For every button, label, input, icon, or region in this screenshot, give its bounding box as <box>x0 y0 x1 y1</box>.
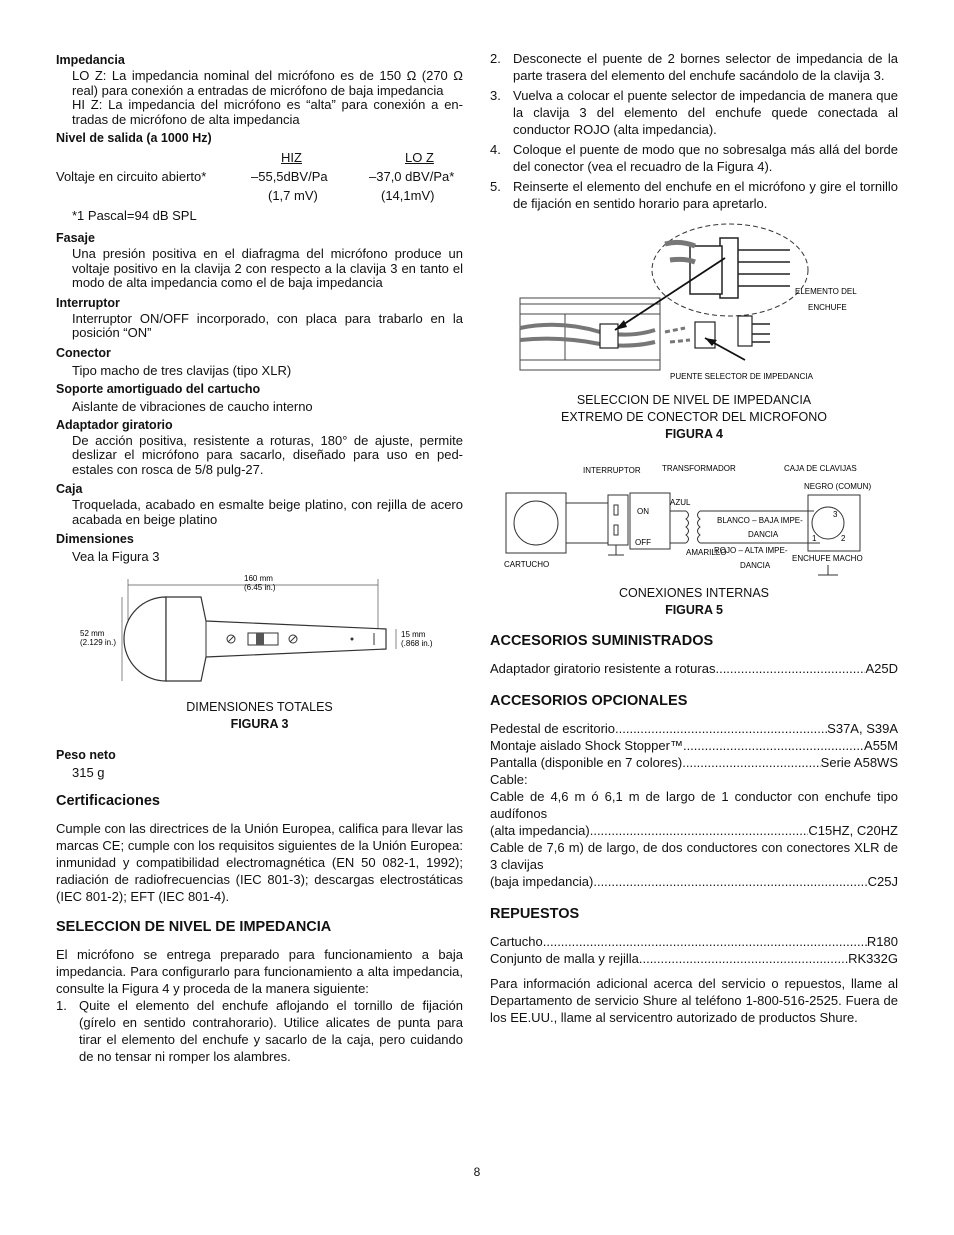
fasaje-heading: Fasaje <box>56 231 95 245</box>
cable1-text: Cable de 4,6 m ó 6,1 m de largo de 1 conductor con enchufe tipo audífonos <box>490 789 898 821</box>
steps-list <box>490 50 898 212</box>
fig3-end-mm: 15 mm <box>401 630 426 639</box>
fig3-dia-in: (2.129 in.) <box>80 638 117 647</box>
left-column <box>56 50 463 1068</box>
switch-box <box>608 495 628 545</box>
page-number: 8 <box>473 1165 481 1179</box>
acc-opc-heading: ACCESORIOS OPCIONALES <box>490 693 688 709</box>
acc-sum-heading: ACCESORIOS SUMINISTRADOS <box>490 633 714 649</box>
peso-text: 315 g <box>72 765 105 780</box>
hiz-mv: (1,7 mV) <box>268 188 318 203</box>
list-item: Montaje aislado Shock Stopper™ ..... A55M <box>490 737 898 754</box>
list-item: Pedestal de escritorio ..... S37A, S39A <box>490 720 898 737</box>
fig5-p1: 1 <box>812 534 817 543</box>
loz-value: –37,0 dBV/Pa* <box>369 169 455 184</box>
fig5-caja: CAJA DE CLAVIJAS <box>784 464 857 473</box>
connector-drawing <box>490 220 898 392</box>
list-item: 5. Reinserte el elemento del enchufe en el micrófono y gire el tornillo de fijación en sentido horario para apretarlo. <box>490 179 898 211</box>
list-item: Pantalla (disponible en 7 colores) ..... Serie A58WS <box>490 754 898 771</box>
seleccion-heading: SELECCION DE NIVEL DE IMPEDANCIA <box>56 919 332 935</box>
fig5-enchufe: ENCHUFE MACHO <box>792 554 863 563</box>
fig4-elem1: ELEMENTO DEL <box>795 287 857 296</box>
fig5-caption: CONEXIONES INTERNAS <box>618 586 770 600</box>
interruptor-text: Interruptor ON/OFF incorporado, con placa para trabarlo en la posición “ON” <box>72 310 463 340</box>
impedancia-loz: LO Z: La impedancia nominal del micrófono es de 150 Ω (270 Ω real) para conexión a entradas de micrófono de baja impedancia <box>72 68 463 98</box>
fig5-amarillo: AMARILLO <box>686 548 727 557</box>
list-item: 3. Vuelva a colocar el puente selector de impedancia de manera que la clavija 3 del elemento del enchufe quede conectada al conductor ROJO (alta impedancia). <box>490 88 898 137</box>
fig4-caption-2: EXTREMO DE CONECTOR DEL MICROFONO <box>561 410 827 424</box>
list-item: (alta impedancia) ..... C15HZ, C20HZ <box>490 822 898 839</box>
nivel-row-label: Voltaje en circuito abierto* <box>56 169 207 184</box>
caja-heading: Caja <box>56 482 83 496</box>
fig5-dancia1: DANCIA <box>748 530 779 539</box>
hiz-value: –55,5dBV/Pa <box>251 169 328 184</box>
nivel-table <box>56 147 463 203</box>
interruptor-heading: Interruptor <box>56 295 120 310</box>
caja-text: Troquelada, acabado en esmalte beige platino, con rejilla de acero acabada en beige platino <box>72 497 463 527</box>
conector-heading: Conector <box>56 345 111 360</box>
fig5-rojo: ROJO – ALTA IMPE- <box>714 546 788 555</box>
col-hiz: HIZ <box>281 150 302 165</box>
cert-heading: Certificaciones <box>56 793 160 809</box>
list-item: (baja impedancia) ..... C25J <box>490 873 898 890</box>
figure-5 <box>490 455 898 585</box>
soporte-text: Aislante de vibraciones de caucho interno <box>72 398 313 414</box>
dimensiones-heading: Dimensiones <box>56 532 134 546</box>
fig5-cartucho: CARTUCHO <box>504 560 550 569</box>
fig3-dia-mm: 52 mm <box>80 629 105 638</box>
cable-label: Cable: <box>490 772 528 787</box>
fig3-end-in: (.868 in.) <box>401 639 433 648</box>
seleccion-steps <box>56 997 463 1065</box>
fig5-negro: NEGRO (COMUN) <box>804 482 872 491</box>
pascal-note: *1 Pascal=94 dB SPL <box>72 208 197 223</box>
fig3-label: FIGURA 3 <box>230 717 289 731</box>
dimensiones-text: Vea la Figura 3 <box>72 549 160 564</box>
adaptador-heading: Adaptador giratorio <box>56 417 173 432</box>
microphone-dimension-drawing <box>56 569 463 699</box>
fig5-blanco: BLANCO – BAJA IMPE- <box>717 516 803 525</box>
cartridge-icon <box>514 501 558 545</box>
impedancia-heading: Impedancia <box>56 53 125 67</box>
fig3-len-in: (6.45 in.) <box>244 583 276 592</box>
fig5-azul: AZUL <box>670 498 691 507</box>
soporte-heading: Soporte amortiguado del cartucho <box>56 381 261 396</box>
fig5-label: FIGURA 5 <box>665 603 723 617</box>
cable2-text: Cable de 7,6 m) de largo, de dos conductores con conectores XLR de 3 clavijas <box>490 840 898 872</box>
fig4-elem2: ENCHUFE <box>808 303 847 312</box>
fig5-transformador: TRANSFORMADOR <box>662 464 736 473</box>
fig5-p3: 3 <box>833 510 838 519</box>
repuestos-heading: REPUESTOS <box>490 906 580 922</box>
list-item: Adaptador giratorio resistente a roturas ..... A25D <box>490 660 898 677</box>
fig3-len-mm: 160 mm <box>244 574 273 583</box>
list-item: 2. Desconecte el puente de 2 bornes selector de impedancia de la parte trasera del elemento del enchufe sacándolo de la clavija 3. <box>490 51 898 83</box>
figure-3 <box>56 569 463 699</box>
fig5-dancia2: DANCIA <box>740 561 771 570</box>
repuestos-info: Para información adicional acerca del servicio o repuestos, llame al Departamento de servicio Shure al teléfono 1-800-516-2525. Fuera de los EE.UU., llame al servicentro autorizado de productos Shure. <box>490 976 898 1025</box>
list-item: Conjunto de malla y rejilla ..... RK332G <box>490 950 898 967</box>
fig4-label: FIGURA 4 <box>665 427 723 441</box>
fig5-p2: 2 <box>841 534 846 543</box>
fig5-interruptor: INTERRUPTOR <box>583 466 641 475</box>
right-column <box>490 50 898 1026</box>
list-item: Cartucho ..... R180 <box>490 933 898 950</box>
loz-mv: (14,1mV) <box>381 188 435 203</box>
list-item: 1. Quite el elemento del enchufe aflojando el tornillo de fijación (gírelo en sentido contrahorario). Utilice alicates de punta para tirar el elemento del enchufe y sacarlo de la caja, pero cuidando de no tensar ni romper los alambres. <box>56 998 463 1064</box>
adaptador-text: De acción positiva, resistente a roturas, 180° de ajuste, permite deslizar el micrófono para sacarlo, diseñado para uso en ped-estales con rosca de 5/8 pulg-27. <box>72 432 463 477</box>
fig5-on: ON <box>637 507 649 516</box>
cert-text: Cumple con las directrices de la Unión Europea, califica para llevar las marcas CE; cumple con los requisitos siguientes de la Unión Europea: inmunidad y compatibilidad electromagnética (EN 50 082-1, 1992); radiación de radiofrecuencias (IEC 801-3); descargas electrostáticas (IEC 801-2); EFT (IEC 801-4). <box>56 821 463 904</box>
seleccion-intro: El micrófono se entrega preparado para funcionamiento a baja impedancia. Para configurarlo para funcionamiento a alta impedancia, consulte la Figura 4 y proceda de la manera siguiente: <box>56 947 463 996</box>
fig3-caption: DIMENSIONES TOTALES <box>186 700 333 714</box>
wiring-diagram <box>490 455 898 585</box>
xlr-icon <box>812 507 844 539</box>
peso-heading: Peso neto <box>56 748 116 762</box>
fasaje-text: Una presión positiva en el diafragma del micrófono produce un voltaje positivo en la clavija 2 con respecto a la clavija 3 en tanto el modo de alta impedancia como el de baja impedancia <box>72 246 463 290</box>
conector-text: Tipo macho de tres clavijas (tipo XLR) <box>72 362 292 378</box>
fig5-off: OFF <box>635 538 651 547</box>
nivel-heading: Nivel de salida (a 1000 Hz) <box>56 131 212 145</box>
col-loz: LO Z <box>405 150 434 165</box>
fig4-puente: PUENTE SELECTOR DE IMPEDANCIA <box>670 372 813 381</box>
figure-4 <box>490 220 898 392</box>
impedancia-hiz: HI Z: La impedancia del micrófono es “alta” para conexión a en-tradas de micrófono de alta impedancia <box>72 97 463 127</box>
fig4-caption-1: SELECCION DE NIVEL DE IMPEDANCIA <box>576 393 812 407</box>
list-item: 4. Coloque el puente de modo que no sobresalga más allá del borde del conector (vea el recuadro de la Figura 4). <box>490 142 898 174</box>
